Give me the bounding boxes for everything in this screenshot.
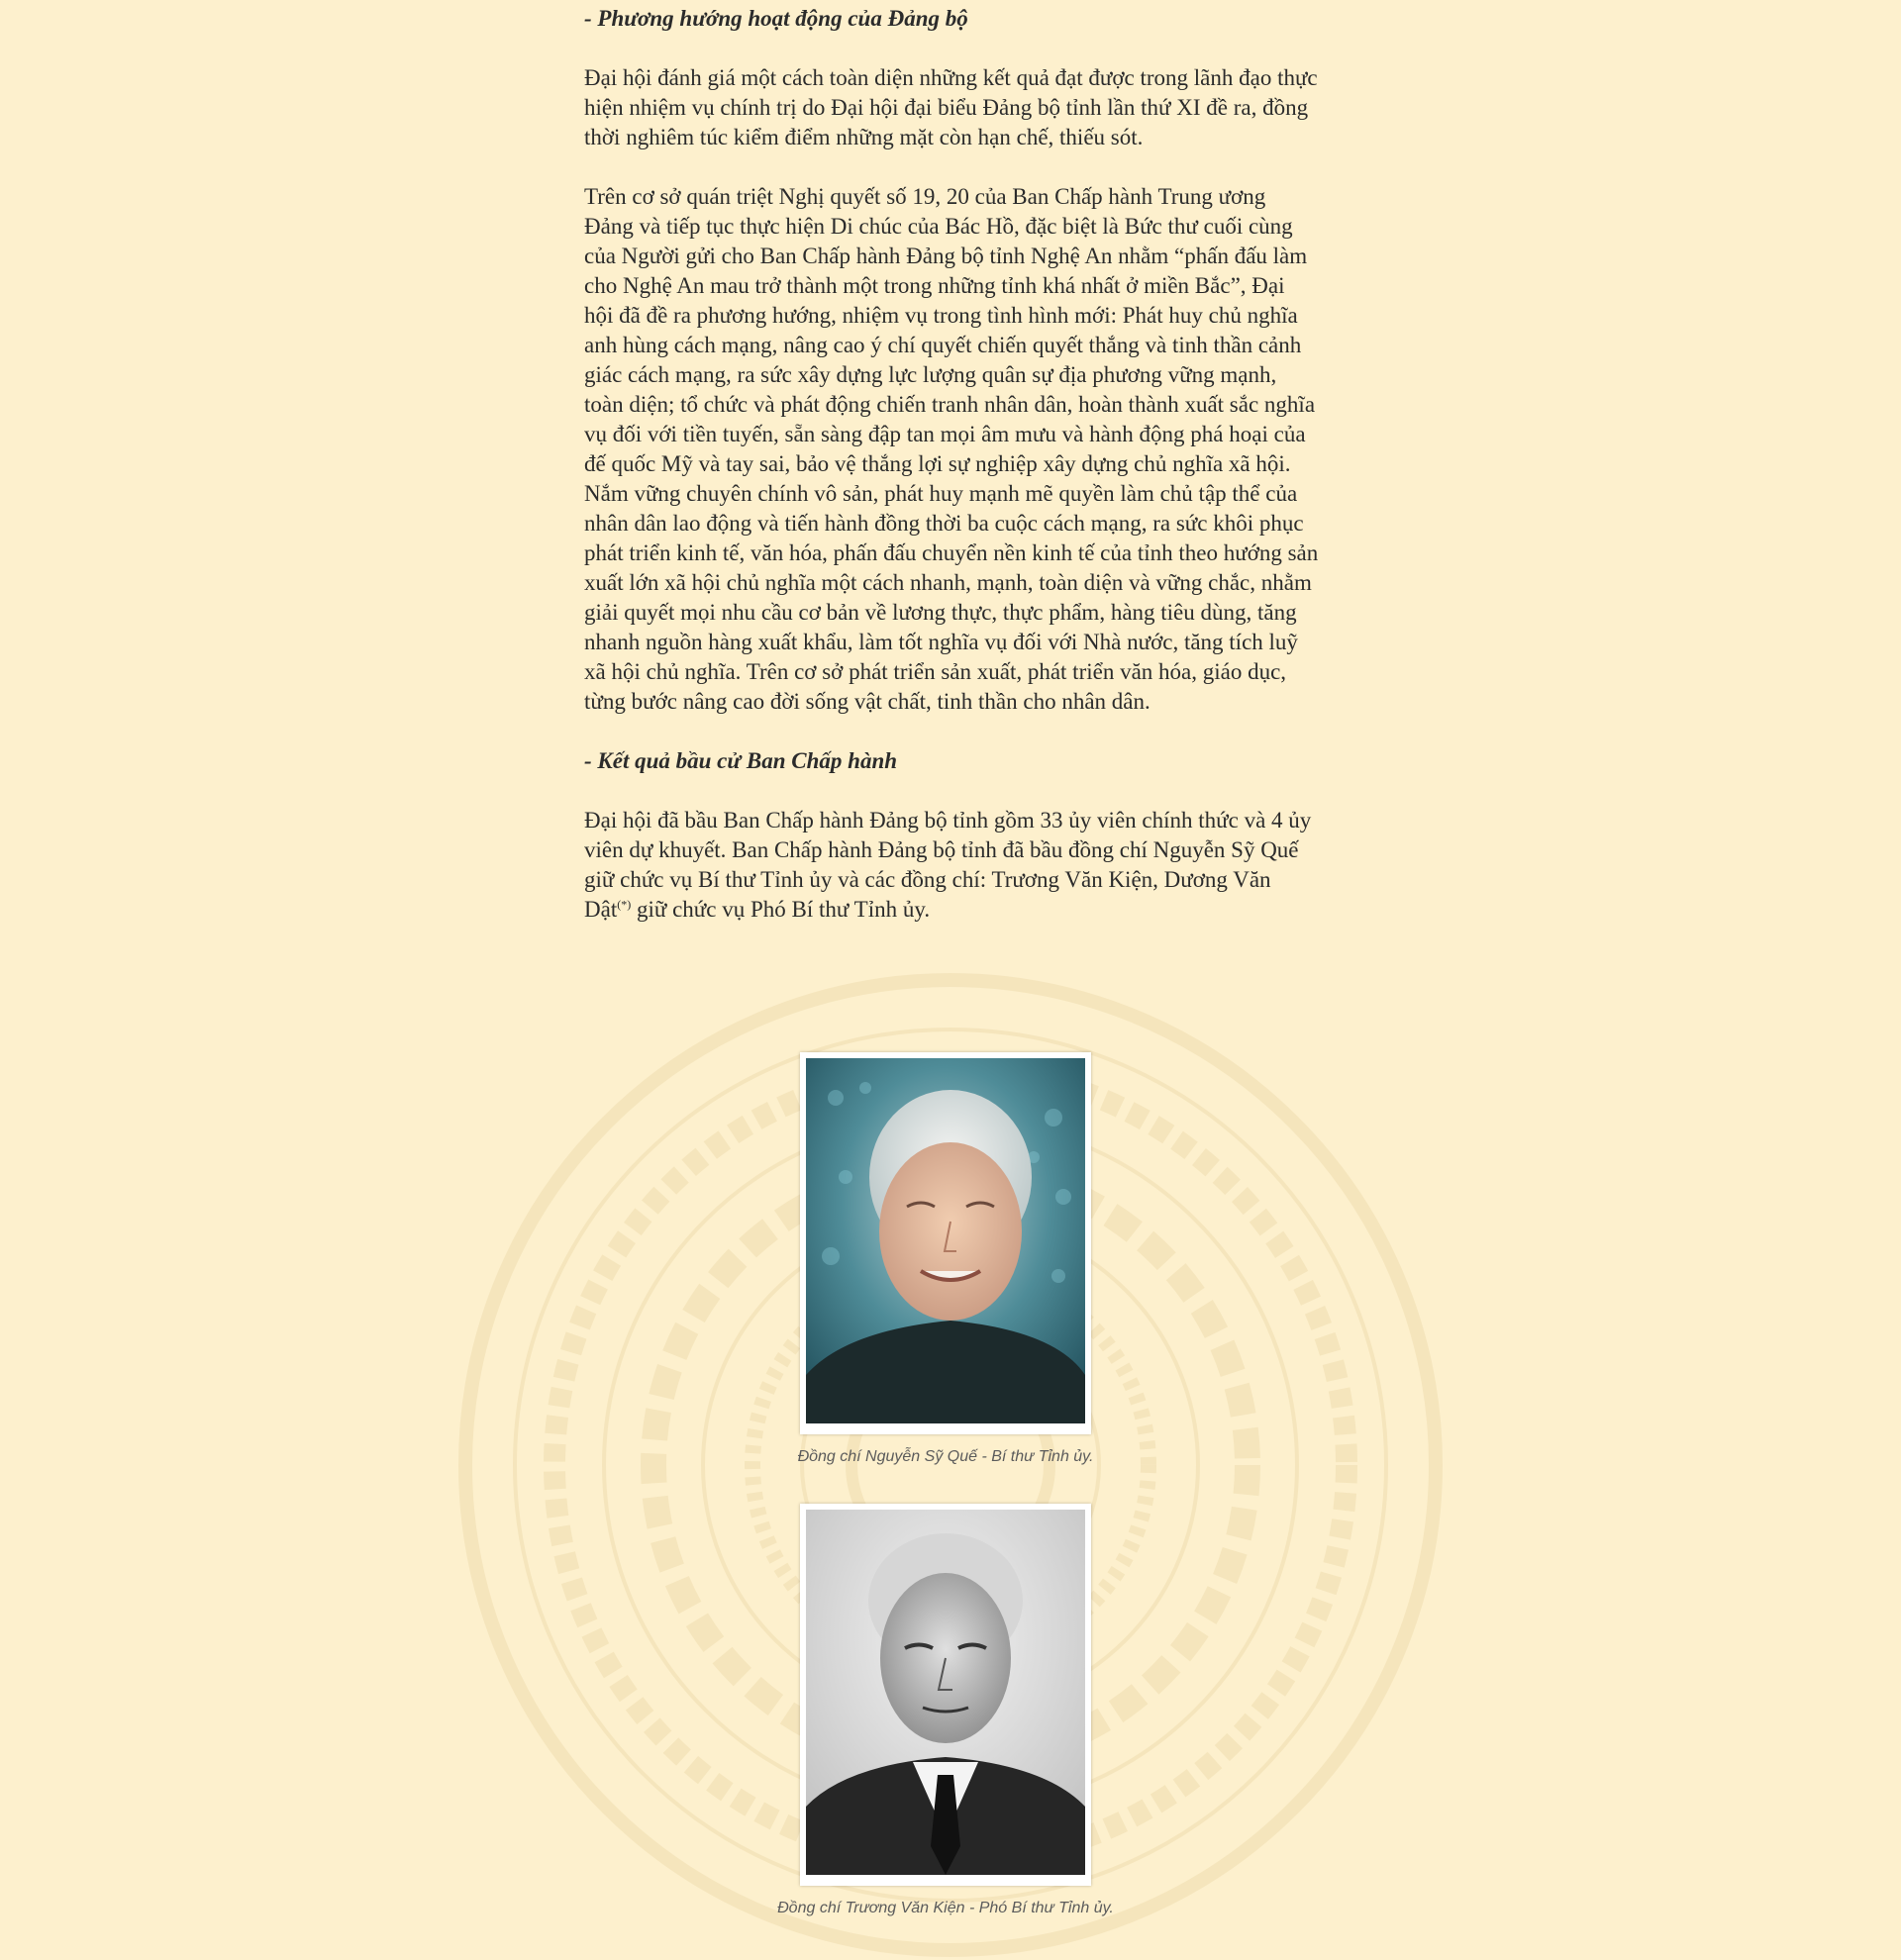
portrait-photo-nguyen-sy-que [806,1058,1085,1423]
section-heading-direction: - Phương hướng hoạt động của Đảng bộ [584,6,968,31]
article-body [584,0,1319,925]
caption-nguyen-sy-que: Đồng chí Nguyễn Sỹ Quế - Bí thư Tỉnh ủy. [797,1448,1094,1465]
footnote-marker[interactable]: (*) [617,897,632,912]
photo-frame [800,1504,1091,1886]
figure-truong-van-kien [777,1504,1114,1917]
section-heading-election: - Kết quả bầu cử Ban Chấp hành [584,748,898,773]
caption-truong-van-kien: Đồng chí Trương Văn Kiện - Phó Bí thư Tỉnh ủy. [777,1900,1114,1916]
paragraph-direction: Trên cơ sở quán triệt Nghị quyết số 19, 20 của Ban Chấp hành Trung ương Đảng và tiếp tục thực hiện Di chúc của Bác Hồ, đặc biệt là Bức thư cuối cùng của Người gửi cho Ban Chấp hành Đảng bộ tỉnh Nghệ An nhằm “phấn đấu làm cho Nghệ An mau trở thành một trong những tỉnh khá nhất ở miền Bắc”, Đại hội đã đề ra phương hướng, nhiệm vụ trong tình hình mới: Phát huy chủ nghĩa anh hùng cách mạng, nâng cao ý chí quyết chiến quyết thắng và tinh thần cảnh giác cách mạng, ra sức xây dựng lực lượng quân sự địa phương vững mạnh, toàn diện; tổ chức và phát động chiến tranh nhân dân, hoàn thành xuất sắc nghĩa vụ đối với tiền tuyến, sẵn sàng đập tan mọi âm mưu và hành động phá hoại của đế quốc Mỹ và tay sai, bảo vệ thắng lợi sự nghiệp xây dựng chủ nghĩa xã hội. Nắm vững chuyên chính vô sản, phát huy mạnh mẽ quyền làm chủ tập thể của nhân dân lao động và tiến hành đồng thời ba cuộc cách mạng, ra sức khôi phục phát triển kinh tế, văn hóa, phấn đấu chuyển nền kinh tế của tỉnh theo hướng sản xuất lớn xã hội chủ nghĩa một cách nhanh, mạnh, toàn diện và vững chắc, nhằm giải quyết mọi nhu cầu cơ bản về lương thực, thực phẩm, hàng tiêu dùng, tăng nhanh nguồn hàng xuất khẩu, làm tốt nghĩa vụ đối với Nhà nước, tăng tích luỹ xã hội chủ nghĩa. Trên cơ sở phát triển sản xuất, phát triển văn hóa, giáo dục, từng bước nâng cao đời sống vật chất, tinh thần cho nhân dân. [584,184,1319,714]
election-text: Đại hội đã bầu Ban Chấp hành Đảng bộ tỉnh gồm 33 ủy viên chính thức và 4 ủy viên dự khuyết. Ban Chấp hành Đảng bộ tỉnh đã bầu đồng chí Nguyễn Sỹ Quế giữ chức vụ Bí thư Tỉnh ủy và các đồng chí: Trương Văn Kiện, Dương Văn Dật [584,808,1312,922]
paragraph-assessment: Đại hội đánh giá một cách toàn diện những kết quả đạt được trong lãnh đạo thực hiện nhiệm vụ chính trị do Đại hội đại biểu Đảng bộ tỉnh lần thứ XI đề ra, đồng thời nghiêm túc kiểm điểm những mặt còn hạn chế, thiếu sót. [584,65,1318,149]
portrait-photo-truong-van-kien [806,1510,1085,1875]
photo-frame [800,1052,1091,1434]
election-text-end: giữ chức vụ Phó Bí thư Tỉnh ủy. [631,897,931,922]
figure-nguyen-sy-que [797,1052,1094,1466]
paragraph-election [584,806,1319,925]
